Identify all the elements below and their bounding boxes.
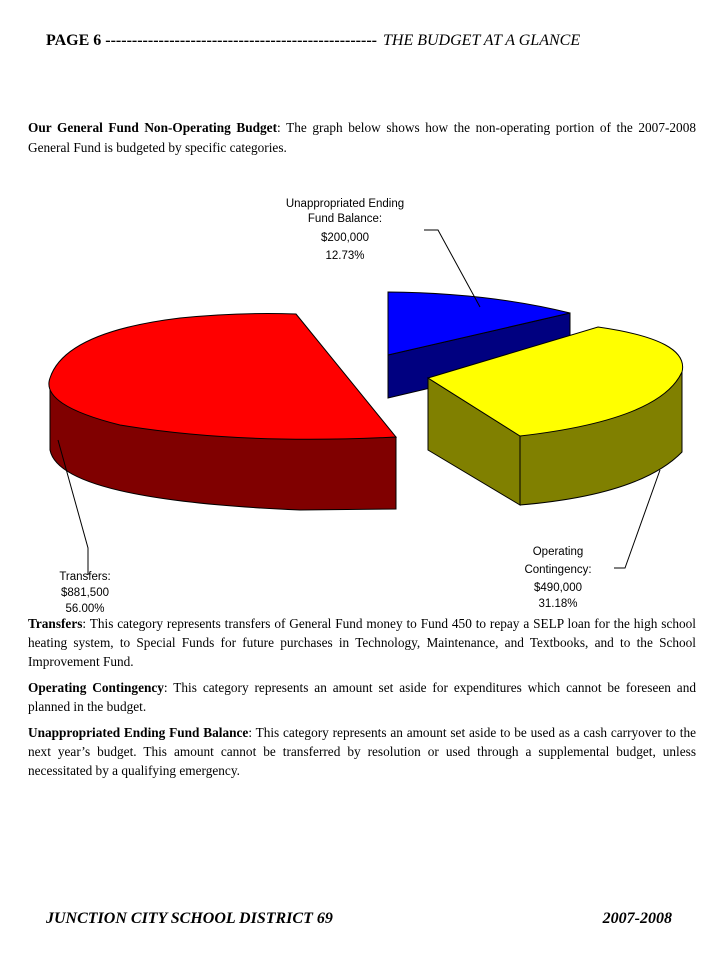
intro-paragraph bbox=[28, 118, 696, 158]
slice-transfers bbox=[49, 314, 396, 511]
intro-text: : The graph below shows how the non-operating portion of the 2007-2008 General Fund is budgeted by specific categories. bbox=[28, 120, 696, 155]
label-contingency-name-2: Contingency: bbox=[524, 564, 592, 576]
label-contingency-name-1: Operating bbox=[532, 546, 584, 558]
label-unappropriated-name-2: Fund Balance: bbox=[307, 213, 383, 225]
label-unappropriated-percent: 12.73% bbox=[325, 250, 365, 262]
footer-district: JUNCTION CITY SCHOOL DISTRICT 69 bbox=[46, 910, 333, 927]
description-contingency-text: : This category represents an amount set aside for expenditures which cannot be foreseen and planned in the budget. bbox=[28, 680, 696, 714]
description-transfers bbox=[28, 614, 696, 671]
description-unappropriated-title: Unappropriated Ending Fund Balance bbox=[28, 725, 249, 740]
descriptions bbox=[28, 614, 696, 787]
description-transfers-title: Transfers bbox=[28, 616, 83, 631]
page-header bbox=[46, 32, 686, 50]
description-unappropriated bbox=[28, 723, 696, 780]
description-unappropriated-text: : This category represents an amount set aside to be used as a cash carryover to the next year’s budget. This amount cannot be transferred by resolution or used through a supplemental budget, unless necessitated by a qualifying emergency. bbox=[28, 725, 696, 778]
page-footer bbox=[46, 910, 672, 928]
label-contingency-amount: $490,000 bbox=[534, 582, 582, 594]
intro-title: Our General Fund Non-Operating Budget bbox=[28, 120, 278, 135]
description-transfers-text: : This category represents transfers of General Fund money to Fund 450 to repay a SELP loan for the high school heating system, to Special Funds for future purchases in Technology, Maintenance, and Textbooks, and to the School Improvement Fund. bbox=[28, 616, 696, 669]
header-page-number: PAGE 6 --------------------------------------------------- bbox=[46, 32, 377, 49]
label-transfers-percent: 56.00% bbox=[65, 603, 105, 615]
footer-year: 2007-2008 bbox=[602, 910, 672, 927]
description-contingency-title: Operating Contingency bbox=[28, 680, 164, 695]
label-unappropriated-amount: $200,000 bbox=[321, 232, 369, 244]
label-transfers-name: Transfers: bbox=[59, 571, 111, 583]
label-contingency-percent: 31.18% bbox=[538, 598, 578, 610]
label-unappropriated-name-1: Unappropriated Ending bbox=[285, 198, 405, 210]
label-transfers-amount: $881,500 bbox=[61, 587, 109, 599]
header-section-title: THE BUDGET AT A GLANCE bbox=[383, 32, 581, 49]
pie-chart bbox=[0, 180, 720, 620]
description-contingency bbox=[28, 678, 696, 716]
